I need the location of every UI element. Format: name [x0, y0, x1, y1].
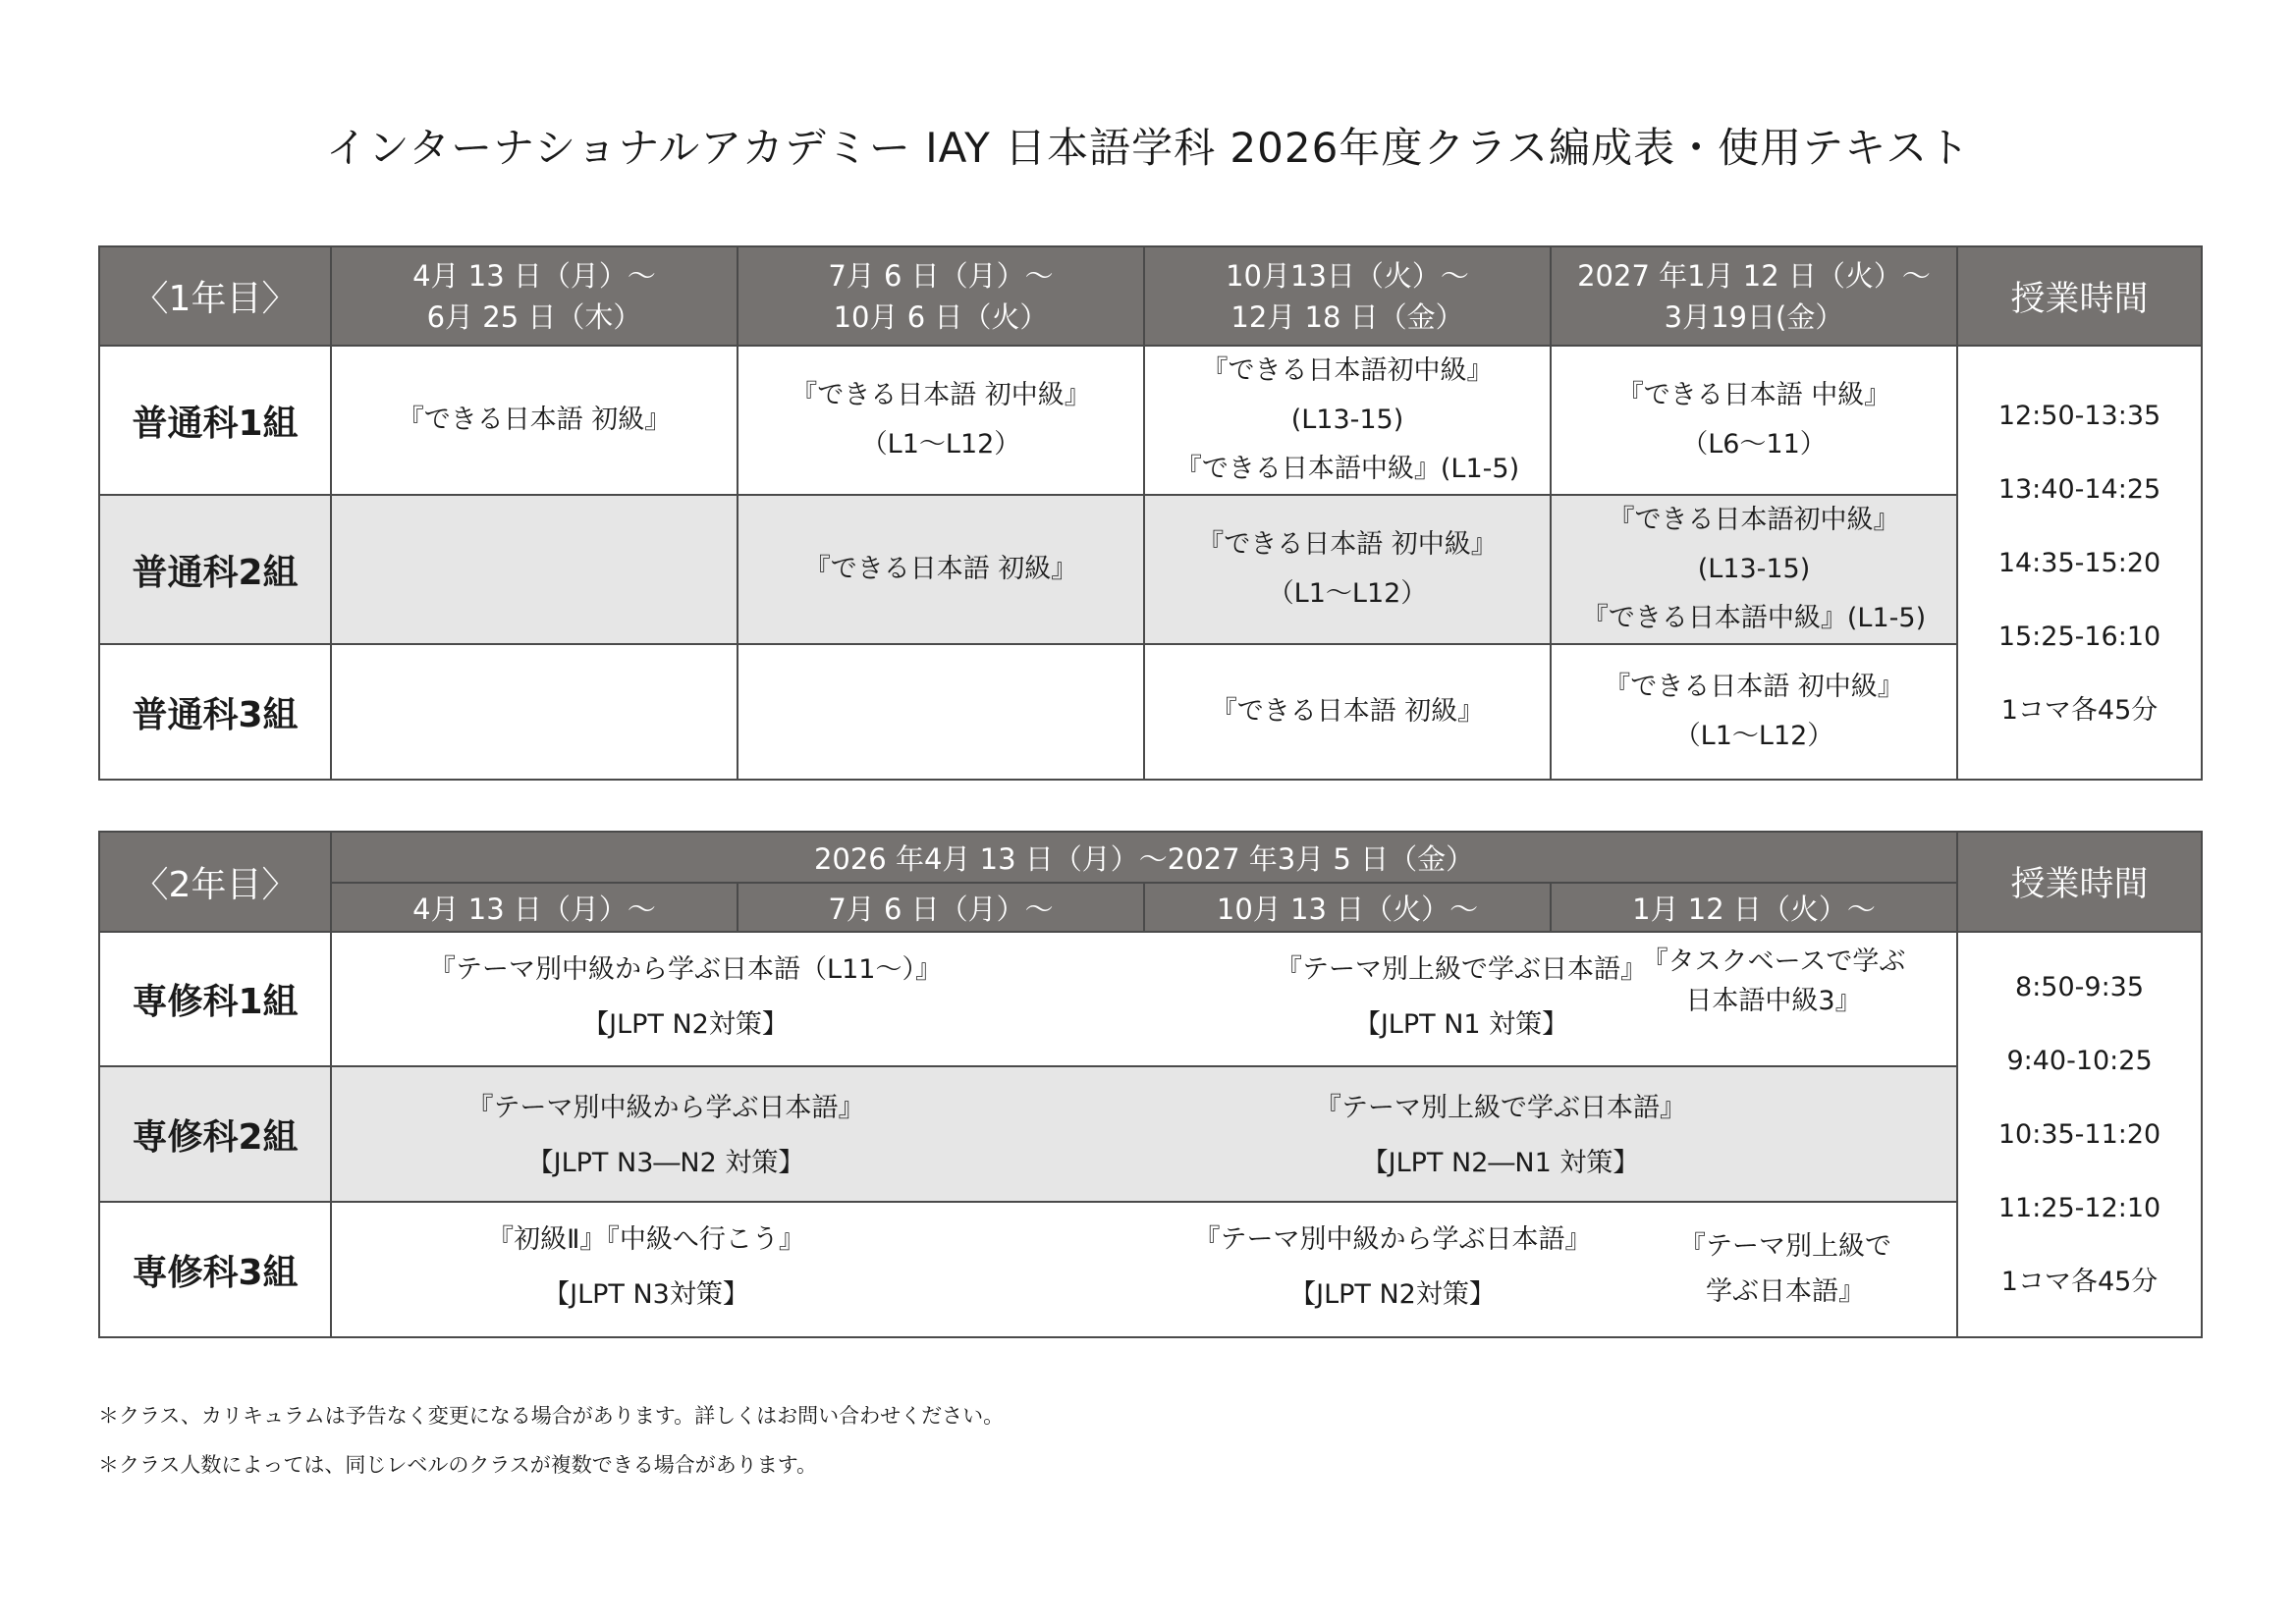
time-slot: 9:40-10:25 — [2006, 1046, 2153, 1076]
course-cell — [1144, 346, 1551, 495]
textbook-a — [332, 943, 1039, 1053]
year2-header-row — [99, 832, 2202, 883]
textbook-title: 『テーマ別中級から学ぶ日本語』 — [1193, 1224, 1592, 1255]
year1-label: 〈1年目〉 — [99, 246, 331, 346]
year1-table — [98, 245, 2203, 781]
year1-times — [1957, 346, 2202, 780]
course-span-cell — [331, 1066, 1957, 1202]
textbook-c — [1577, 943, 1970, 1021]
year2-times — [1957, 932, 2202, 1337]
time-slot: 14:35-15:20 — [1997, 547, 2161, 578]
period-start: 4月 13 日（月）～ — [412, 258, 656, 293]
course-cell — [331, 346, 738, 495]
period-start: 10月13日（火）～ — [1226, 258, 1469, 293]
course-cell — [1551, 495, 1957, 644]
table-row — [99, 495, 2202, 644]
year2-period-1: 4月 13 日（月）～ — [331, 883, 738, 932]
textbook-b — [1196, 1081, 1805, 1191]
course-cell — [738, 346, 1144, 495]
textbook-line: 『できる日本語中級』(L1-5) — [1581, 603, 1927, 633]
table-row — [99, 932, 2202, 1066]
course-cell — [1144, 644, 1551, 780]
year1-period-1 — [331, 246, 738, 346]
time-slot: 10:35-11:20 — [1997, 1119, 2161, 1150]
time-slot: 11:25-12:10 — [1997, 1193, 2161, 1223]
textbook-line: 『できる日本語 初級』 — [803, 554, 1078, 584]
textbook-title: 『テーマ別中級から学ぶ日本語（L11～）』 — [429, 954, 942, 985]
period-start: 2027 年1月 12 日（火）～ — [1577, 258, 1931, 293]
year2-table — [98, 831, 2203, 1338]
year1-period-4 — [1551, 246, 1957, 346]
period-start: 7月 6 日（月）～ — [828, 258, 1054, 293]
time-slot: 15:25-16:10 — [1997, 621, 2161, 652]
table-row — [99, 346, 2202, 495]
period-end: 6月 25 日（木） — [426, 299, 642, 334]
course-cell — [331, 644, 738, 780]
year1-time-header: 授業時間 — [1957, 246, 2202, 346]
textbook-title-cont: 学ぶ日本語』 — [1706, 1276, 1865, 1307]
jlpt-target: 【JLPT N1 対策】 — [1353, 1009, 1569, 1040]
textbook-line: 『できる日本語 初級』 — [1210, 696, 1485, 727]
year2-time-header: 授業時間 — [1957, 832, 2202, 932]
class-name: 専修科2組 — [99, 1066, 331, 1202]
time-slot: 8:50-9:35 — [2015, 972, 2145, 1002]
textbook-line: （L1～L12） — [1267, 578, 1428, 609]
class-name: 専修科1組 — [99, 932, 331, 1066]
table-row — [99, 1202, 2202, 1337]
year2-subheader-row — [99, 883, 2202, 932]
textbook-line: 『できる日本語初中級』 — [1201, 355, 1494, 386]
course-cell — [331, 495, 738, 644]
time-slot: 13:40-14:25 — [1997, 473, 2161, 505]
textbook-b — [1098, 1213, 1687, 1323]
year2-overall-period: 2026 年4月 13 日（月）～2027 年3月 5 日（金） — [331, 832, 1957, 883]
textbook-title: 『テーマ別上級で — [1679, 1231, 1891, 1262]
time-slot: 1コマ各45分 — [2000, 694, 2159, 726]
jlpt-target: 【JLPT N2対策】 — [582, 1009, 789, 1040]
textbook-a — [391, 1213, 902, 1323]
note-line: ＊クラス人数によっては、同じレベルのクラスが複数できる場合があります。 — [98, 1453, 818, 1477]
year1-period-2 — [738, 246, 1144, 346]
year1-header-row — [99, 246, 2202, 346]
textbook-line: 『できる日本語初中級』 — [1608, 505, 1900, 535]
textbook-line: (L13-15) — [1290, 405, 1404, 435]
year2-period-3: 10月 13 日（火）～ — [1144, 883, 1551, 932]
textbook-line: 『できる日本語中級』(L1-5) — [1175, 454, 1520, 484]
class-name: 普通科1組 — [99, 346, 331, 495]
textbook-title-cont: 日本語中級3』 — [1685, 986, 1862, 1016]
year1-period-3 — [1144, 246, 1551, 346]
textbook-title: 『テーマ別上級で学ぶ日本語』 — [1276, 954, 1647, 985]
course-cell — [1551, 346, 1957, 495]
course-cell — [1551, 644, 1957, 780]
textbook-title: 『テーマ別上級で学ぶ日本語』 — [1315, 1093, 1686, 1123]
jlpt-target: 【JLPT N3―N2 対策】 — [526, 1148, 805, 1178]
textbook-line: （L1～L12） — [1673, 721, 1834, 751]
textbook-a — [410, 1081, 921, 1191]
course-cell — [1144, 495, 1551, 644]
time-slot: 12:50-13:35 — [1997, 400, 2161, 431]
course-cell — [738, 495, 1144, 644]
textbook-title: 『タスクベースで学ぶ — [1641, 947, 1906, 977]
textbook-line: 『できる日本語 初級』 — [397, 405, 672, 435]
textbook-line: 『できる日本語 初中級』 — [791, 380, 1091, 410]
course-span-cell — [331, 1202, 1957, 1337]
class-name: 普通科2組 — [99, 495, 331, 644]
textbook-line: (L13-15) — [1697, 554, 1811, 584]
class-name: 普通科3組 — [99, 644, 331, 780]
textbook-line: （L1～L12） — [860, 429, 1021, 460]
note-line: ＊クラス、カリキュラムは予告なく変更になる場合があります。詳しくはお問い合わせください。 — [98, 1404, 1005, 1428]
period-end: 3月19日(金） — [1664, 299, 1844, 334]
textbook-line: 『できる日本語 初中級』 — [1197, 529, 1498, 560]
period-end: 12月 18 日（金） — [1230, 299, 1464, 334]
page-title: インターナショナルアカデミー IAY 日本語学科 2026年度クラス編成表・使用テキスト — [325, 124, 1971, 172]
period-end: 10月 6 日（火） — [833, 299, 1049, 334]
course-cell — [738, 644, 1144, 780]
textbook-title: 『テーマ別中級から学ぶ日本語』 — [466, 1093, 865, 1123]
jlpt-target: 【JLPT N2―N1 対策】 — [1361, 1148, 1640, 1178]
year2-period-2: 7月 6 日（月）～ — [738, 883, 1144, 932]
table-row — [99, 644, 2202, 780]
textbook-line: 『できる日本語 初中級』 — [1604, 672, 1904, 702]
year2-label: 〈2年目〉 — [99, 832, 331, 932]
jlpt-target: 【JLPT N3対策】 — [543, 1279, 749, 1310]
time-slot: 1コマ各45分 — [2000, 1267, 2159, 1297]
course-span-cell — [331, 932, 1957, 1066]
table-row — [99, 1066, 2202, 1202]
textbook-line: （L6～11） — [1681, 429, 1827, 460]
year2-period-4: 1月 12 日（火）～ — [1551, 883, 1957, 932]
jlpt-target: 【JLPT N2対策】 — [1289, 1279, 1496, 1310]
textbook-line: 『できる日本語 中級』 — [1616, 380, 1891, 410]
textbook-c — [1609, 1224, 1962, 1315]
class-name: 専修科3組 — [99, 1202, 331, 1337]
textbook-title: 『初級Ⅱ』『中級へ行こう』 — [487, 1224, 805, 1255]
